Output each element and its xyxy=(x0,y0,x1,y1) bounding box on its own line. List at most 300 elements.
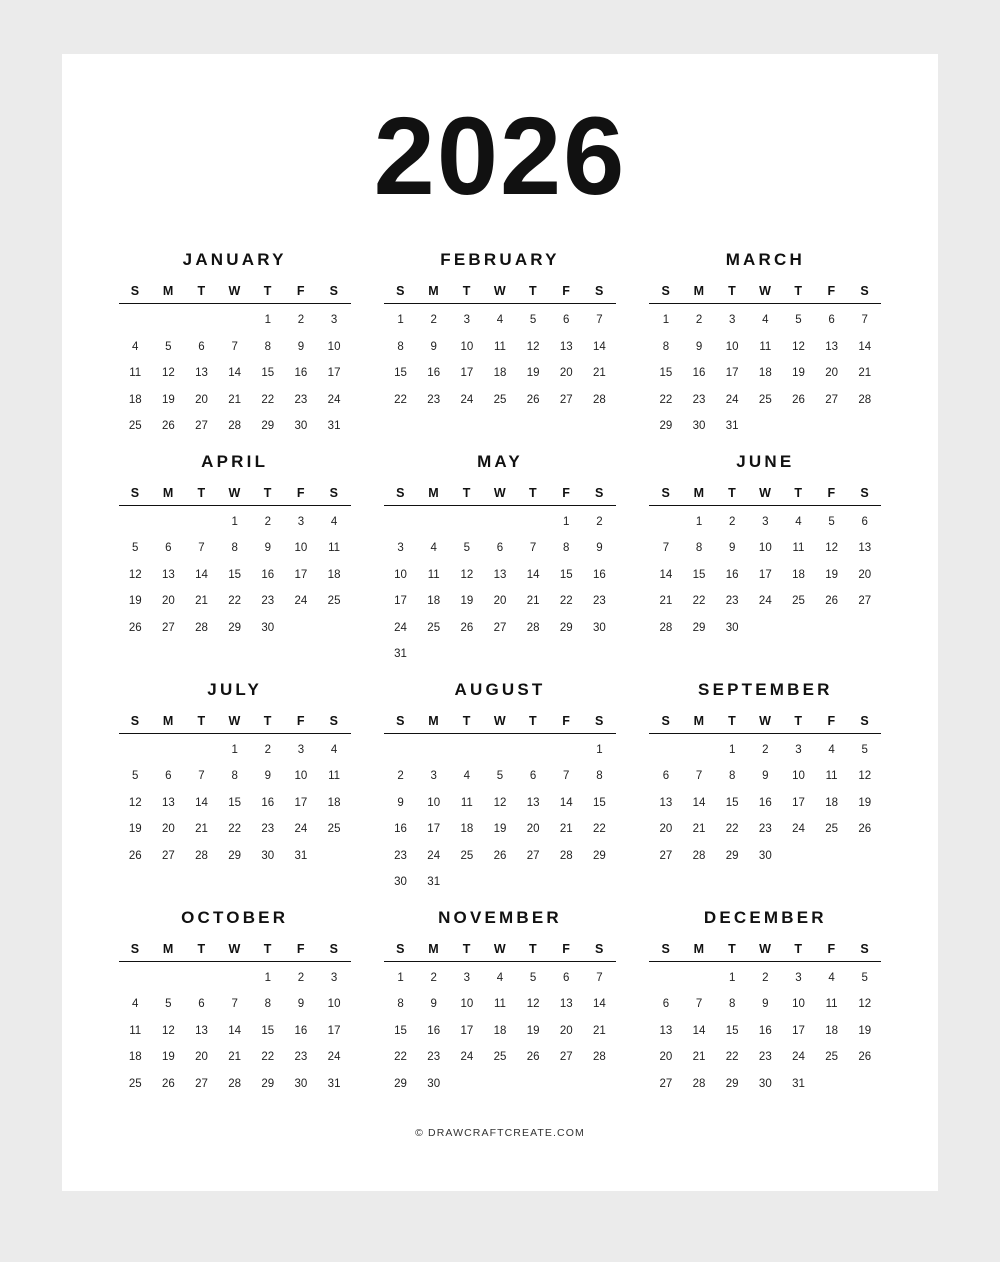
day-cell[interactable]: 26 xyxy=(460,621,474,634)
day-cell[interactable]: 21 xyxy=(593,1024,606,1037)
day-cell[interactable]: 29 xyxy=(261,1077,275,1090)
day-cell[interactable]: 5 xyxy=(463,542,471,555)
day-cell[interactable]: 3 xyxy=(762,515,769,528)
day-cell[interactable]: 17 xyxy=(460,1024,474,1037)
day-cell[interactable]: 26 xyxy=(128,849,142,862)
day-cell[interactable]: 27 xyxy=(559,393,573,406)
day-cell[interactable]: 27 xyxy=(195,420,208,433)
day-cell[interactable]: 19 xyxy=(128,823,142,836)
day-cell[interactable]: 18 xyxy=(493,367,507,380)
day-cell[interactable]: 24 xyxy=(792,823,805,836)
day-cell[interactable]: 30 xyxy=(261,849,275,862)
day-cell[interactable]: 14 xyxy=(659,568,673,581)
day-cell[interactable]: 17 xyxy=(758,568,772,581)
day-cell[interactable]: 8 xyxy=(662,340,670,353)
day-cell[interactable]: 29 xyxy=(725,849,739,862)
day-cell[interactable]: 26 xyxy=(526,1051,540,1064)
day-cell[interactable]: 11 xyxy=(825,998,838,1011)
day-cell[interactable]: 30 xyxy=(294,1077,308,1090)
day-cell[interactable]: 23 xyxy=(692,393,706,406)
day-cell[interactable]: 11 xyxy=(759,340,772,353)
day-cell[interactable]: 23 xyxy=(427,393,441,406)
day-cell[interactable]: 2 xyxy=(430,314,437,327)
day-cell[interactable]: 15 xyxy=(261,1024,275,1037)
day-cell[interactable]: 16 xyxy=(725,568,739,581)
day-cell[interactable]: 19 xyxy=(493,823,507,836)
day-cell[interactable]: 16 xyxy=(294,367,308,380)
day-cell[interactable]: 27 xyxy=(493,621,507,634)
day-cell[interactable]: 29 xyxy=(261,420,275,433)
day-cell[interactable]: 6 xyxy=(662,770,670,783)
day-cell[interactable]: 29 xyxy=(659,420,673,433)
day-cell[interactable]: 4 xyxy=(430,542,437,555)
day-cell[interactable]: 25 xyxy=(825,823,838,836)
day-cell[interactable]: 21 xyxy=(195,595,208,608)
day-cell[interactable]: 4 xyxy=(762,314,769,327)
day-cell[interactable]: 26 xyxy=(792,393,805,406)
day-cell[interactable]: 2 xyxy=(264,515,271,528)
day-cell[interactable]: 20 xyxy=(161,595,175,608)
day-cell[interactable]: 9 xyxy=(397,796,404,809)
day-cell[interactable]: 12 xyxy=(825,542,838,555)
day-cell[interactable]: 24 xyxy=(294,823,308,836)
day-cell[interactable]: 13 xyxy=(526,796,540,809)
day-cell[interactable]: 9 xyxy=(695,340,703,353)
day-cell[interactable]: 16 xyxy=(294,1024,308,1037)
day-cell[interactable]: 10 xyxy=(327,340,341,353)
day-cell[interactable]: 23 xyxy=(427,1051,441,1064)
day-cell[interactable]: 5 xyxy=(496,770,504,783)
day-cell[interactable]: 21 xyxy=(559,823,573,836)
day-cell[interactable]: 5 xyxy=(861,971,868,984)
day-cell[interactable]: 5 xyxy=(795,314,802,327)
day-cell[interactable]: 15 xyxy=(394,1024,407,1037)
day-cell[interactable]: 2 xyxy=(728,515,736,528)
day-cell[interactable]: 18 xyxy=(327,568,341,581)
day-cell[interactable]: 22 xyxy=(394,1051,407,1064)
day-cell[interactable]: 6 xyxy=(529,770,537,783)
day-cell[interactable]: 24 xyxy=(327,393,341,406)
day-cell[interactable]: 5 xyxy=(165,340,172,353)
day-cell[interactable]: 5 xyxy=(861,743,868,756)
day-cell[interactable]: 5 xyxy=(165,998,172,1011)
day-cell[interactable]: 16 xyxy=(261,796,275,809)
day-cell[interactable]: 28 xyxy=(858,393,872,406)
day-cell[interactable]: 17 xyxy=(427,823,441,836)
day-cell[interactable]: 19 xyxy=(825,568,838,581)
day-cell[interactable]: 7 xyxy=(563,770,570,783)
day-cell[interactable]: 28 xyxy=(593,393,606,406)
day-cell[interactable]: 1 xyxy=(596,743,603,756)
day-cell[interactable]: 26 xyxy=(161,420,175,433)
day-cell[interactable]: 23 xyxy=(294,393,308,406)
day-cell[interactable]: 12 xyxy=(161,367,175,380)
day-cell[interactable]: 8 xyxy=(728,998,736,1011)
day-cell[interactable]: 2 xyxy=(695,314,703,327)
day-cell[interactable]: 21 xyxy=(593,367,606,380)
day-cell[interactable]: 18 xyxy=(427,595,441,608)
day-cell[interactable]: 13 xyxy=(195,367,208,380)
day-cell[interactable]: 28 xyxy=(692,1077,706,1090)
day-cell[interactable]: 23 xyxy=(294,1051,308,1064)
day-cell[interactable]: 15 xyxy=(692,568,706,581)
day-cell[interactable]: 11 xyxy=(792,542,805,555)
day-cell[interactable]: 24 xyxy=(460,1051,474,1064)
day-cell[interactable]: 18 xyxy=(128,1051,142,1064)
day-cell[interactable]: 29 xyxy=(692,621,706,634)
day-cell[interactable]: 4 xyxy=(132,340,139,353)
day-cell[interactable]: 16 xyxy=(427,1024,441,1037)
day-cell[interactable]: 19 xyxy=(161,393,175,406)
day-cell[interactable]: 18 xyxy=(758,367,772,380)
day-cell[interactable]: 31 xyxy=(725,420,739,433)
day-cell[interactable]: 14 xyxy=(195,568,208,581)
day-cell[interactable]: 3 xyxy=(430,770,437,783)
day-cell[interactable]: 8 xyxy=(596,770,603,783)
day-cell[interactable]: 1 xyxy=(695,515,703,528)
day-cell[interactable]: 7 xyxy=(861,314,868,327)
day-cell[interactable]: 31 xyxy=(327,420,341,433)
day-cell[interactable]: 9 xyxy=(762,770,769,783)
day-cell[interactable]: 7 xyxy=(695,770,703,783)
day-cell[interactable]: 23 xyxy=(725,595,739,608)
day-cell[interactable]: 19 xyxy=(161,1051,175,1064)
day-cell[interactable]: 14 xyxy=(228,1024,242,1037)
day-cell[interactable]: 31 xyxy=(394,648,407,661)
day-cell[interactable]: 13 xyxy=(825,340,838,353)
day-cell[interactable]: 22 xyxy=(394,393,407,406)
day-cell[interactable]: 22 xyxy=(261,1051,275,1064)
day-cell[interactable]: 1 xyxy=(397,971,404,984)
day-cell[interactable]: 17 xyxy=(394,595,407,608)
day-cell[interactable]: 25 xyxy=(128,1077,142,1090)
day-cell[interactable]: 25 xyxy=(327,595,341,608)
day-cell[interactable]: 11 xyxy=(129,1024,142,1037)
day-cell[interactable]: 9 xyxy=(264,770,271,783)
day-cell[interactable]: 17 xyxy=(725,367,739,380)
day-cell[interactable]: 12 xyxy=(128,568,142,581)
day-cell[interactable]: 14 xyxy=(692,796,706,809)
day-cell[interactable]: 8 xyxy=(563,542,570,555)
day-cell[interactable]: 20 xyxy=(858,568,872,581)
day-cell[interactable]: 4 xyxy=(496,971,504,984)
day-cell[interactable]: 18 xyxy=(493,1024,507,1037)
day-cell[interactable]: 15 xyxy=(559,568,573,581)
day-cell[interactable]: 3 xyxy=(330,314,338,327)
day-cell[interactable]: 7 xyxy=(596,971,603,984)
day-cell[interactable]: 2 xyxy=(297,314,305,327)
day-cell[interactable]: 11 xyxy=(494,340,506,353)
day-cell[interactable]: 3 xyxy=(330,971,338,984)
day-cell[interactable]: 2 xyxy=(596,515,603,528)
day-cell[interactable]: 20 xyxy=(161,823,175,836)
day-cell[interactable]: 14 xyxy=(858,340,872,353)
day-cell[interactable]: 9 xyxy=(762,998,769,1011)
day-cell[interactable]: 12 xyxy=(128,796,142,809)
day-cell[interactable]: 24 xyxy=(758,595,772,608)
day-cell[interactable]: 2 xyxy=(762,743,769,756)
day-cell[interactable]: 7 xyxy=(662,542,670,555)
day-cell[interactable]: 19 xyxy=(526,367,540,380)
day-cell[interactable]: 11 xyxy=(328,542,341,555)
day-cell[interactable]: 24 xyxy=(792,1051,805,1064)
day-cell[interactable]: 20 xyxy=(559,1024,573,1037)
day-cell[interactable]: 11 xyxy=(129,367,142,380)
day-cell[interactable]: 19 xyxy=(460,595,474,608)
day-cell[interactable]: 28 xyxy=(195,621,208,634)
day-cell[interactable]: 1 xyxy=(728,971,736,984)
day-cell[interactable]: 22 xyxy=(725,823,739,836)
day-cell[interactable]: 26 xyxy=(493,849,507,862)
day-cell[interactable]: 16 xyxy=(758,1024,772,1037)
day-cell[interactable]: 8 xyxy=(397,998,404,1011)
day-cell[interactable]: 21 xyxy=(228,1051,242,1064)
day-cell[interactable]: 15 xyxy=(261,367,275,380)
day-cell[interactable]: 7 xyxy=(231,340,238,353)
day-cell[interactable]: 23 xyxy=(261,595,275,608)
day-cell[interactable]: 13 xyxy=(161,568,175,581)
day-cell[interactable]: 15 xyxy=(228,568,242,581)
day-cell[interactable]: 5 xyxy=(828,515,835,528)
day-cell[interactable]: 4 xyxy=(132,998,139,1011)
day-cell[interactable]: 24 xyxy=(427,849,441,862)
day-cell[interactable]: 22 xyxy=(228,823,242,836)
day-cell[interactable]: 8 xyxy=(397,340,404,353)
day-cell[interactable]: 22 xyxy=(659,393,673,406)
day-cell[interactable]: 6 xyxy=(563,971,570,984)
day-cell[interactable]: 24 xyxy=(460,393,474,406)
day-cell[interactable]: 19 xyxy=(858,796,872,809)
day-cell[interactable]: 5 xyxy=(529,971,537,984)
day-cell[interactable]: 3 xyxy=(297,515,305,528)
day-cell[interactable]: 13 xyxy=(493,568,507,581)
day-cell[interactable]: 13 xyxy=(659,1024,673,1037)
day-cell[interactable]: 16 xyxy=(758,796,772,809)
day-cell[interactable]: 5 xyxy=(132,542,139,555)
day-cell[interactable]: 10 xyxy=(294,542,308,555)
day-cell[interactable]: 27 xyxy=(858,595,872,608)
day-cell[interactable]: 13 xyxy=(195,1024,208,1037)
day-cell[interactable]: 8 xyxy=(231,542,238,555)
day-cell[interactable]: 27 xyxy=(195,1077,208,1090)
day-cell[interactable]: 19 xyxy=(858,1024,872,1037)
day-cell[interactable]: 7 xyxy=(198,542,205,555)
day-cell[interactable]: 12 xyxy=(161,1024,175,1037)
day-cell[interactable]: 27 xyxy=(559,1051,573,1064)
day-cell[interactable]: 20 xyxy=(195,1051,208,1064)
day-cell[interactable]: 20 xyxy=(659,1051,673,1064)
day-cell[interactable]: 16 xyxy=(261,568,275,581)
day-cell[interactable]: 10 xyxy=(725,340,739,353)
day-cell[interactable]: 15 xyxy=(725,1024,739,1037)
day-cell[interactable]: 30 xyxy=(294,420,308,433)
day-cell[interactable]: 13 xyxy=(559,998,573,1011)
day-cell[interactable]: 8 xyxy=(231,770,238,783)
day-cell[interactable]: 28 xyxy=(526,621,540,634)
day-cell[interactable]: 3 xyxy=(397,542,404,555)
day-cell[interactable]: 24 xyxy=(725,393,739,406)
day-cell[interactable]: 27 xyxy=(659,1077,673,1090)
day-cell[interactable]: 4 xyxy=(795,515,802,528)
day-cell[interactable]: 15 xyxy=(725,796,739,809)
day-cell[interactable]: 28 xyxy=(228,420,242,433)
day-cell[interactable]: 13 xyxy=(659,796,673,809)
day-cell[interactable]: 16 xyxy=(427,367,441,380)
day-cell[interactable]: 22 xyxy=(559,595,573,608)
day-cell[interactable]: 28 xyxy=(593,1051,606,1064)
day-cell[interactable]: 13 xyxy=(858,542,872,555)
day-cell[interactable]: 30 xyxy=(394,876,407,889)
day-cell[interactable]: 14 xyxy=(195,796,208,809)
day-cell[interactable]: 15 xyxy=(593,796,606,809)
day-cell[interactable]: 30 xyxy=(261,621,275,634)
day-cell[interactable]: 25 xyxy=(792,595,805,608)
day-cell[interactable]: 4 xyxy=(330,743,338,756)
day-cell[interactable]: 1 xyxy=(264,314,271,327)
day-cell[interactable]: 1 xyxy=(231,515,238,528)
day-cell[interactable]: 10 xyxy=(294,770,308,783)
day-cell[interactable]: 10 xyxy=(792,770,805,783)
day-cell[interactable]: 29 xyxy=(725,1077,739,1090)
day-cell[interactable]: 29 xyxy=(228,621,242,634)
day-cell[interactable]: 14 xyxy=(526,568,540,581)
day-cell[interactable]: 6 xyxy=(828,314,835,327)
day-cell[interactable]: 30 xyxy=(692,420,706,433)
day-cell[interactable]: 22 xyxy=(261,393,275,406)
day-cell[interactable]: 27 xyxy=(825,393,838,406)
day-cell[interactable]: 18 xyxy=(460,823,474,836)
day-cell[interactable]: 21 xyxy=(692,823,706,836)
day-cell[interactable]: 2 xyxy=(297,971,305,984)
day-cell[interactable]: 26 xyxy=(825,595,838,608)
day-cell[interactable]: 12 xyxy=(858,998,872,1011)
day-cell[interactable]: 12 xyxy=(460,568,474,581)
day-cell[interactable]: 28 xyxy=(228,1077,242,1090)
day-cell[interactable]: 13 xyxy=(161,796,175,809)
day-cell[interactable]: 3 xyxy=(795,743,802,756)
day-cell[interactable]: 8 xyxy=(728,770,736,783)
day-cell[interactable]: 18 xyxy=(825,796,838,809)
day-cell[interactable]: 11 xyxy=(328,770,341,783)
day-cell[interactable]: 27 xyxy=(161,849,175,862)
day-cell[interactable]: 17 xyxy=(327,367,341,380)
day-cell[interactable]: 26 xyxy=(526,393,540,406)
day-cell[interactable]: 11 xyxy=(427,568,440,581)
day-cell[interactable]: 22 xyxy=(692,595,706,608)
day-cell[interactable]: 2 xyxy=(264,743,271,756)
day-cell[interactable]: 10 xyxy=(460,340,474,353)
day-cell[interactable]: 4 xyxy=(496,314,504,327)
day-cell[interactable]: 16 xyxy=(593,568,606,581)
day-cell[interactable]: 17 xyxy=(327,1024,341,1037)
day-cell[interactable]: 24 xyxy=(294,595,308,608)
day-cell[interactable]: 20 xyxy=(195,393,208,406)
day-cell[interactable]: 4 xyxy=(828,971,835,984)
day-cell[interactable]: 6 xyxy=(165,770,172,783)
day-cell[interactable]: 26 xyxy=(858,823,872,836)
day-cell[interactable]: 6 xyxy=(861,515,868,528)
day-cell[interactable]: 4 xyxy=(463,770,471,783)
day-cell[interactable]: 7 xyxy=(529,542,537,555)
day-cell[interactable]: 27 xyxy=(659,849,673,862)
day-cell[interactable]: 19 xyxy=(128,595,142,608)
day-cell[interactable]: 23 xyxy=(593,595,606,608)
day-cell[interactable]: 12 xyxy=(493,796,507,809)
day-cell[interactable]: 15 xyxy=(394,367,407,380)
day-cell[interactable]: 29 xyxy=(559,621,573,634)
day-cell[interactable]: 23 xyxy=(758,823,772,836)
day-cell[interactable]: 10 xyxy=(394,568,407,581)
day-cell[interactable]: 16 xyxy=(692,367,706,380)
day-cell[interactable]: 3 xyxy=(463,971,471,984)
day-cell[interactable]: 22 xyxy=(593,823,606,836)
day-cell[interactable]: 26 xyxy=(161,1077,175,1090)
day-cell[interactable]: 21 xyxy=(858,367,872,380)
day-cell[interactable]: 17 xyxy=(460,367,474,380)
day-cell[interactable]: 9 xyxy=(264,542,271,555)
day-cell[interactable]: 17 xyxy=(792,796,805,809)
day-cell[interactable]: 9 xyxy=(430,998,437,1011)
day-cell[interactable]: 21 xyxy=(659,595,673,608)
day-cell[interactable]: 29 xyxy=(394,1077,407,1090)
day-cell[interactable]: 2 xyxy=(397,770,404,783)
day-cell[interactable]: 11 xyxy=(494,998,506,1011)
day-cell[interactable]: 24 xyxy=(394,621,407,634)
day-cell[interactable]: 25 xyxy=(493,393,507,406)
day-cell[interactable]: 9 xyxy=(728,542,736,555)
day-cell[interactable]: 9 xyxy=(297,340,305,353)
day-cell[interactable]: 12 xyxy=(526,340,540,353)
day-cell[interactable]: 21 xyxy=(692,1051,706,1064)
day-cell[interactable]: 10 xyxy=(758,542,772,555)
day-cell[interactable]: 2 xyxy=(430,971,437,984)
day-cell[interactable]: 1 xyxy=(662,314,670,327)
day-cell[interactable]: 7 xyxy=(198,770,205,783)
day-cell[interactable]: 14 xyxy=(593,998,606,1011)
day-cell[interactable]: 8 xyxy=(695,542,703,555)
day-cell[interactable]: 19 xyxy=(792,367,805,380)
day-cell[interactable]: 5 xyxy=(529,314,537,327)
day-cell[interactable]: 3 xyxy=(297,743,305,756)
day-cell[interactable]: 1 xyxy=(397,314,404,327)
day-cell[interactable]: 17 xyxy=(792,1024,805,1037)
day-cell[interactable]: 30 xyxy=(758,1077,772,1090)
day-cell[interactable]: 27 xyxy=(161,621,175,634)
day-cell[interactable]: 29 xyxy=(593,849,606,862)
day-cell[interactable]: 10 xyxy=(327,998,341,1011)
day-cell[interactable]: 23 xyxy=(758,1051,772,1064)
day-cell[interactable]: 10 xyxy=(427,796,441,809)
day-cell[interactable]: 17 xyxy=(294,796,308,809)
day-cell[interactable]: 1 xyxy=(728,743,736,756)
day-cell[interactable]: 25 xyxy=(128,420,142,433)
day-cell[interactable]: 10 xyxy=(792,998,805,1011)
day-cell[interactable]: 21 xyxy=(195,823,208,836)
day-cell[interactable]: 12 xyxy=(792,340,805,353)
day-cell[interactable]: 31 xyxy=(427,876,441,889)
day-cell[interactable]: 23 xyxy=(394,849,407,862)
day-cell[interactable]: 3 xyxy=(463,314,471,327)
day-cell[interactable]: 21 xyxy=(526,595,540,608)
day-cell[interactable]: 8 xyxy=(264,998,271,1011)
day-cell[interactable]: 20 xyxy=(493,595,507,608)
day-cell[interactable]: 6 xyxy=(165,542,172,555)
day-cell[interactable]: 11 xyxy=(460,796,473,809)
day-cell[interactable]: 28 xyxy=(559,849,573,862)
day-cell[interactable]: 15 xyxy=(228,796,242,809)
day-cell[interactable]: 29 xyxy=(228,849,242,862)
day-cell[interactable]: 25 xyxy=(825,1051,838,1064)
